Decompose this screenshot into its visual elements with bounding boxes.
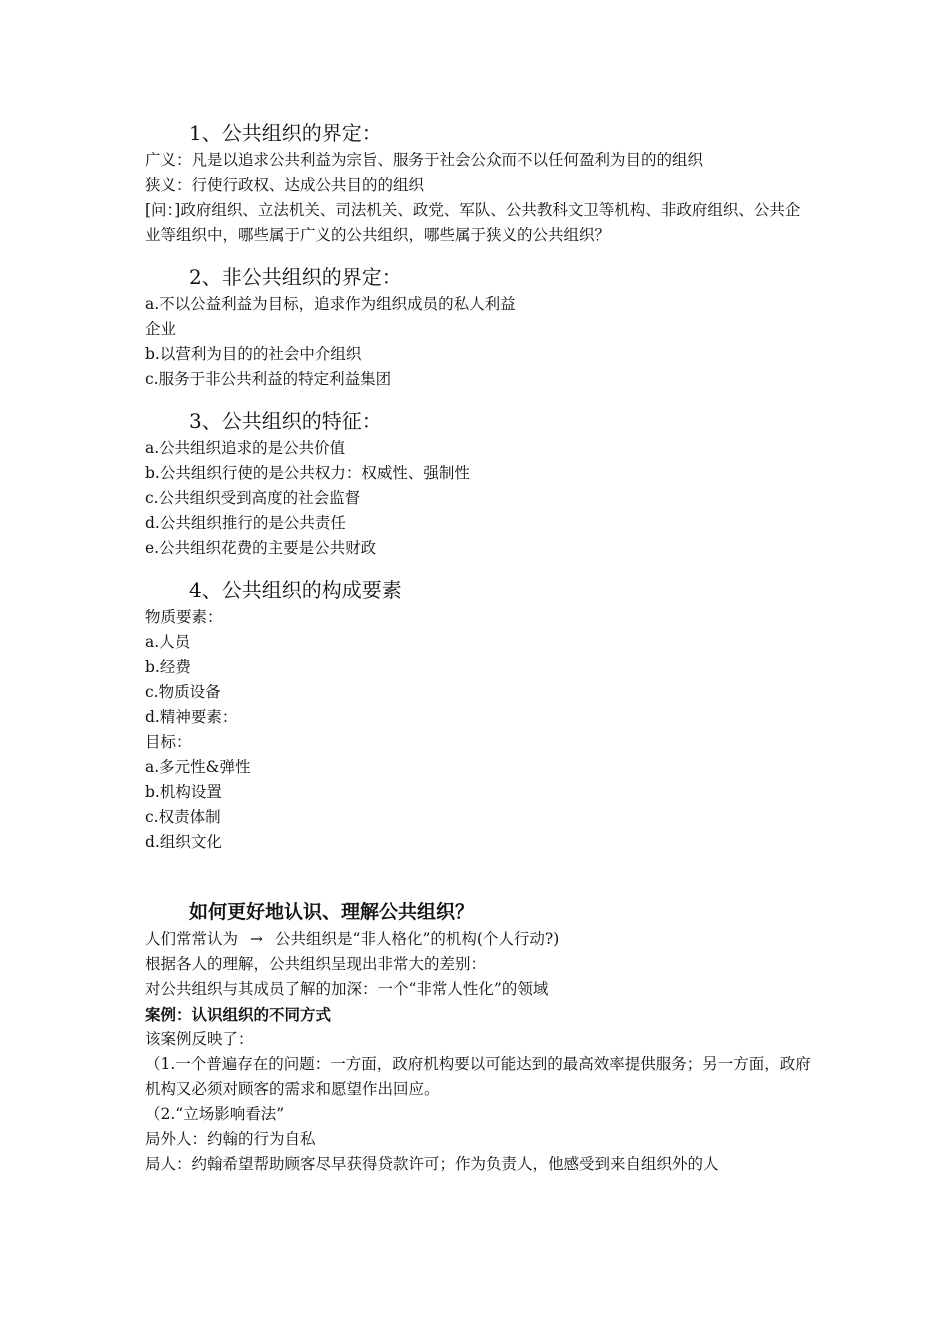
paragraph-line: c.物质设备 xyxy=(145,683,221,701)
paragraph-line: 局人：约翰希望帮助顾客尽早获得贷款许可；作为负责人，他感受到来自组织外的人 xyxy=(145,1155,719,1173)
paragraph-line: 局外人：约翰的行为自私 xyxy=(145,1130,316,1148)
section-heading: 2、非公共组织的界定： xyxy=(189,265,402,289)
paragraph-line: e.公共组织花费的主要是公共财政 xyxy=(145,539,377,557)
section-1 xyxy=(145,118,815,248)
paragraph-line: c.服务于非公共利益的特定利益集团 xyxy=(145,370,392,388)
paragraph-line: 根据各人的理解，公共组织呈现出非常大的差别： xyxy=(145,955,487,973)
section-2 xyxy=(145,262,815,392)
understanding-section xyxy=(145,897,815,1177)
paragraph-line: [问：]政府组织、立法机关、司法机关、政党、军队、公共教科文卫等机构、非政府组织、公共企业等组织中，哪些属于广义的公共组织，哪些属于狭义的公共组织？ xyxy=(145,201,801,244)
paragraph-line: （2.“立场影响看法” xyxy=(145,1105,285,1123)
section-heading: 4、公共组织的构成要素 xyxy=(189,578,402,602)
paragraph-line: 对公共组织与其成员了解的加深：一个“非常人性化”的领域 xyxy=(145,980,549,998)
paragraph-line: 物质要素： xyxy=(145,608,223,626)
paragraph-line: b.经费 xyxy=(145,658,191,676)
paragraph-line: d.组织文化 xyxy=(145,833,222,851)
paragraph-line: 广义：凡是以追求公共利益为宗旨、服务于社会公众而不以任何盈利为目的的组织 xyxy=(145,151,704,169)
paragraph-line: d.公共组织推行的是公共责任 xyxy=(145,514,346,532)
paragraph-line: b.机构设置 xyxy=(145,783,222,801)
document-page xyxy=(145,118,815,1177)
paragraph-line: 目标： xyxy=(145,733,192,751)
paragraph-line: b.公共组织行使的是公共权力：权威性、强制性 xyxy=(145,464,470,482)
paragraph-line: a.多元性&弹性 xyxy=(145,758,251,776)
paragraph-line: a.人员 xyxy=(145,633,191,651)
paragraph-line: 狭义：行使行政权、达成公共目的的组织 xyxy=(145,176,425,194)
paragraph-line: 企业 xyxy=(145,320,177,338)
paragraph-line: （1.一个普遍存在的问题：一方面，政府机构要以可能达到的最高效率提供服务；另一方面，政府机构又必须对顾客的需求和愿望作出回应。 xyxy=(145,1055,811,1098)
paragraph-line: 该案例反映了： xyxy=(145,1030,254,1048)
section-3 xyxy=(145,406,815,561)
arrow-icon: → xyxy=(250,930,264,948)
paragraph-line: c.权责体制 xyxy=(145,808,221,826)
section-heading: 3、公共组织的特征： xyxy=(189,409,382,433)
line-text: 公共组织是“非人格化”的机构(个人行动?) xyxy=(275,930,560,948)
section-heading: 如何更好地认识、理解公共组织？ xyxy=(189,901,475,923)
section-4 xyxy=(145,575,815,855)
paragraph-line xyxy=(145,927,815,952)
section-heading: 1、公共组织的界定： xyxy=(189,121,382,145)
line-text: 人们常常认为 xyxy=(145,930,239,948)
paragraph-line: b.以营利为目的的社会中介组织 xyxy=(145,345,362,363)
case-title: 案例：认识组织的不同方式 xyxy=(145,1005,332,1024)
paragraph-line: d.精神要素： xyxy=(145,708,238,726)
paragraph-line: c.公共组织受到高度的社会监督 xyxy=(145,489,361,507)
paragraph-line: a.不以公益利益为目标，追求作为组织成员的私人利益 xyxy=(145,295,516,313)
paragraph-line: a.公共组织追求的是公共价值 xyxy=(145,439,346,457)
